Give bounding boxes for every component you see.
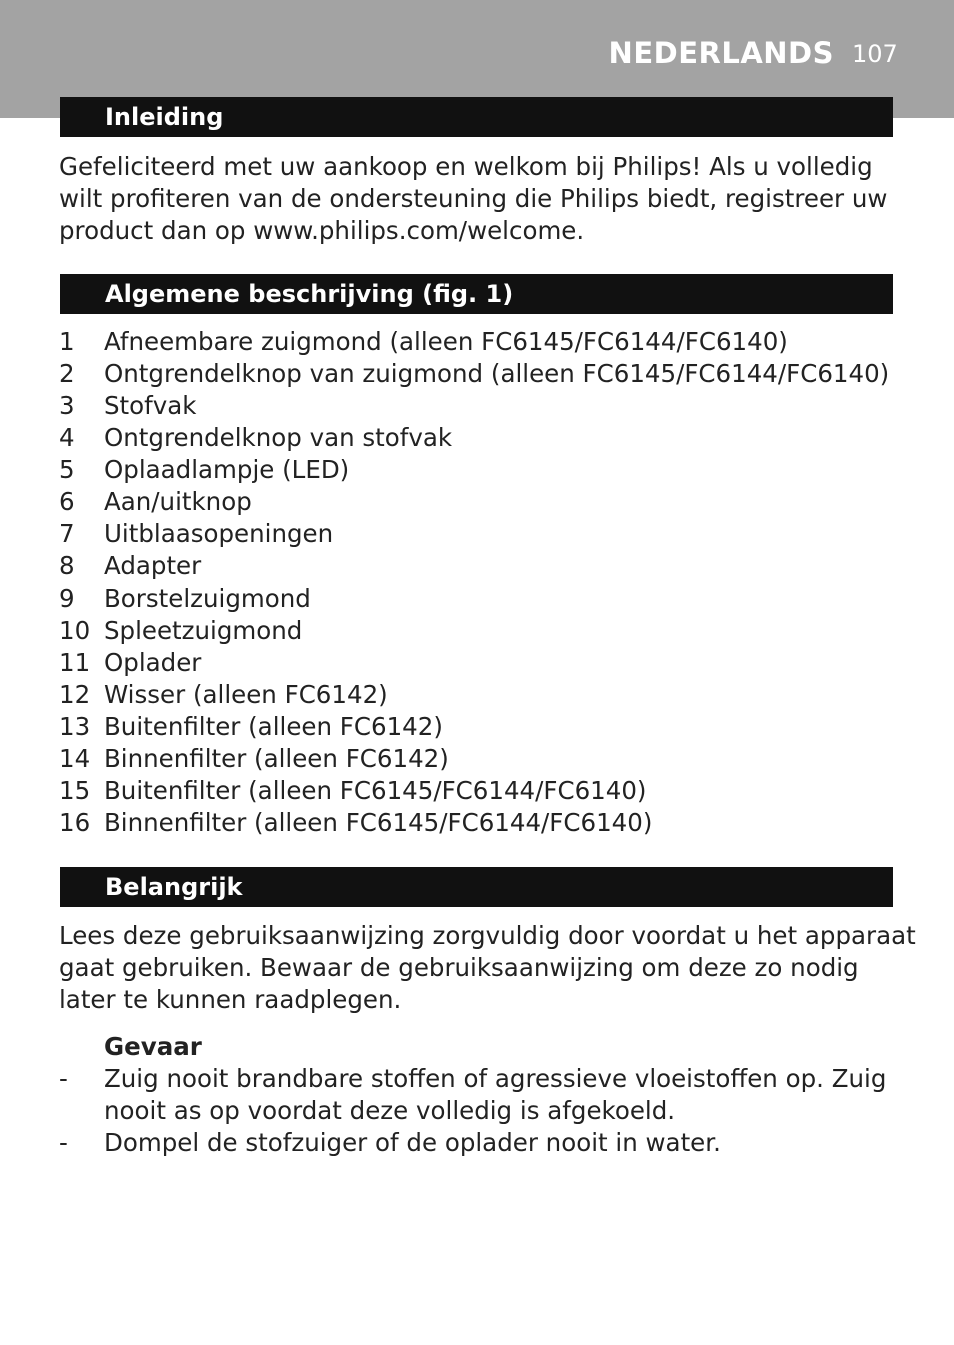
list-item-number: 1	[59, 327, 75, 356]
list-item	[59, 358, 919, 390]
list-item	[59, 807, 919, 839]
danger-list	[59, 1063, 919, 1159]
important-paragraph: Lees deze gebruiksaanwijzing zorgvuldig door voordat u het apparaat gaat gebruiken. Bewaar de gebruiksaanwijzing om deze zo nodig later te kunnen raadplegen.	[59, 921, 916, 1014]
list-item	[59, 390, 919, 422]
list-item	[59, 615, 919, 647]
list-item-number: 4	[59, 423, 75, 453]
list-item-number: 16	[59, 807, 91, 837]
list-item	[59, 454, 919, 486]
list-item-text: Adapter	[104, 551, 202, 581]
list-item-text: Ontgrendelknop van stofvak	[104, 423, 453, 453]
list-item-text: Stofvak	[104, 391, 197, 421]
list-item-number: 8	[59, 551, 75, 581]
list-item	[59, 583, 919, 615]
list-item	[59, 326, 919, 358]
bullet-text: Dompel de stofzuiger of de oplader nooit in water.	[104, 1128, 721, 1157]
parts-list	[59, 326, 919, 839]
list-item-text: Afneembare zuigmond (alleen FC6145/FC6144/FC6140)	[104, 327, 788, 356]
page-number: 107	[852, 40, 898, 68]
section-heading-description: Algemene beschrijving (fig. 1)	[60, 274, 893, 314]
list-item-text: Borstelzuigmond	[104, 583, 311, 613]
language-label: NEDERLANDS	[608, 36, 834, 70]
list-item-number: 10	[59, 615, 91, 645]
list-item	[59, 422, 919, 454]
list-item-number: 13	[59, 711, 91, 741]
list-item-number: 14	[59, 743, 91, 773]
list-item	[59, 775, 919, 807]
intro-paragraph: Gefeliciteerd met uw aankoop en welkom bij Philips! Als u volledig wilt profiteren van de ondersteuning die Philips biedt, registreer uw product dan op www.philips.com/welcome.	[59, 152, 888, 245]
section-heading-important: Belangrijk	[60, 867, 893, 907]
list-item-text: Oplader	[104, 647, 202, 677]
list-item	[59, 550, 919, 582]
list-item	[59, 518, 919, 550]
list-item-number: 11	[59, 647, 91, 677]
list-item-text: Aan/uitknop	[104, 487, 252, 517]
list-item-number: 5	[59, 455, 75, 485]
list-item-text: Ontgrendelknop van zuigmond (alleen FC6145/FC6144/FC6140)	[104, 359, 890, 389]
list-item-number: 15	[59, 775, 91, 805]
list-item-number: 12	[59, 679, 91, 709]
list-item-text: Buitenfilter (alleen FC6145/FC6144/FC6140)	[104, 775, 647, 805]
list-item-number: 9	[59, 583, 75, 613]
list-item-text: Binnenfilter (alleen FC6142)	[104, 743, 449, 773]
list-item-number: 6	[59, 487, 75, 517]
bullet-dash: -	[59, 1128, 68, 1157]
list-item	[59, 711, 919, 743]
bullet-dash: -	[59, 1064, 68, 1093]
list-item-number: 7	[59, 519, 75, 549]
list-item-number: 3	[59, 391, 75, 421]
list-item-number: 2	[59, 359, 75, 389]
bullet-text: Zuig nooit brandbare stoffen of agressieve vloeistoffen op. Zuig nooit as op voordat deze volledig is afgekoeld.	[104, 1064, 887, 1125]
list-item-text: Wisser (alleen FC6142)	[104, 679, 388, 709]
list-item-text: Spleetzuigmond	[104, 615, 303, 645]
danger-heading: Gevaar	[104, 1032, 202, 1061]
list-item-text: Buitenfilter (alleen FC6142)	[104, 711, 443, 741]
list-item	[59, 743, 919, 775]
bullet-item	[59, 1063, 919, 1127]
list-item	[59, 679, 919, 711]
section-heading-intro: Inleiding	[60, 97, 893, 137]
list-item-text: Oplaadlampje (LED)	[104, 455, 350, 485]
bullet-item	[59, 1127, 919, 1159]
list-item-text: Uitblaasopeningen	[104, 519, 334, 549]
list-item	[59, 647, 919, 679]
list-item-text: Binnenfilter (alleen FC6145/FC6144/FC6140)	[104, 807, 653, 837]
list-item	[59, 486, 919, 518]
